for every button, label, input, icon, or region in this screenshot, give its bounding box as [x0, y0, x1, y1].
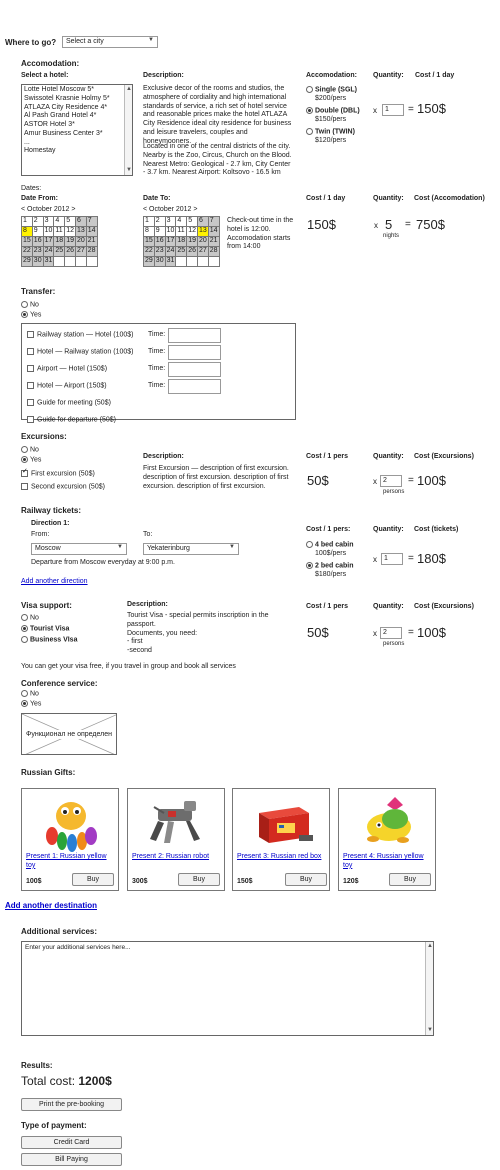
calendar-day[interactable]: 30: [154, 257, 165, 267]
conference-yes[interactable]: [21, 700, 41, 709]
accom-equals: =: [408, 104, 414, 115]
visa-persons-label: persons: [383, 641, 405, 647]
rail-title: Railway tickets:: [21, 506, 82, 515]
calendar-day[interactable]: 31: [43, 257, 54, 267]
calendar-day[interactable]: 25: [176, 247, 187, 257]
calendar-day[interactable]: 5: [187, 217, 198, 227]
rail-departure: Departure from Moscow everyday at 9:00 p.m.: [31, 559, 175, 566]
checkbox-icon: [27, 365, 34, 372]
excursions-no-label: No: [30, 446, 39, 454]
additional-textarea[interactable]: [21, 941, 434, 1036]
visa-qty-label: Quantity:: [373, 603, 404, 610]
conference-no-label: No: [30, 690, 39, 698]
calendar-day[interactable]: 25: [54, 247, 65, 257]
gift-4-name[interactable]: Present 4: Russian yellow toy: [343, 853, 424, 869]
accom-qty-input[interactable]: 1: [382, 104, 404, 116]
radio-icon: [21, 301, 28, 308]
calendar-day[interactable]: 6: [197, 217, 208, 227]
calendar-week: [144, 257, 220, 267]
cabin-name: 2 bed cabin: [315, 562, 354, 570]
cabin-name: 4 bed cabin: [315, 541, 354, 549]
calendar-day[interactable]: 26: [65, 247, 76, 257]
hotel-list-scrollbar[interactable]: [124, 85, 132, 175]
nights-value: 5: [385, 217, 393, 232]
visa-equals: =: [408, 627, 414, 638]
visa-desc-line: -second: [127, 647, 152, 654]
accom-cost: 150$: [417, 101, 446, 116]
excursions-cost: 50$: [307, 473, 329, 488]
rail-cost-label: Cost / 1 pers:: [306, 526, 351, 533]
rail-to-select[interactable]: [143, 543, 239, 555]
visa-cost-label: Cost / 1 pers: [306, 603, 349, 610]
calendar-day[interactable]: 17: [165, 237, 176, 247]
accom-cost-label: Cost / 1 day: [415, 72, 455, 79]
calendar-week: [144, 217, 220, 227]
excursion-1-label: First excursion (50$): [31, 470, 95, 478]
radio-selected-icon: [306, 107, 313, 114]
calendar-day[interactable]: 16: [32, 237, 43, 247]
yellow-toy-image: [22, 791, 120, 853]
dates-total: 750$: [416, 217, 445, 232]
room-label: Accomodation:: [306, 72, 357, 79]
calendar-day: [197, 257, 208, 267]
calendar-week: [144, 227, 220, 237]
checkbox-checked-icon: [21, 470, 28, 477]
yellow-toy-image: [339, 791, 437, 853]
rail-total: 180$: [417, 551, 446, 566]
calendar-day[interactable]: 22: [22, 247, 33, 257]
calendar-day[interactable]: 26: [187, 247, 198, 257]
city-select[interactable]: [62, 36, 158, 48]
calendar-day[interactable]: 10: [165, 227, 176, 237]
transfer-yes-label: Yes: [30, 311, 42, 319]
gift-2-buy-button[interactable]: Buy: [178, 873, 220, 886]
checkbox-icon: [27, 399, 34, 406]
transfer-time-input[interactable]: [168, 345, 221, 360]
accom-title: Accomodation:: [21, 59, 80, 68]
gift-4-buy-button[interactable]: Buy: [389, 873, 431, 886]
scroll-up-icon: ▲: [427, 943, 433, 949]
hotel-option[interactable]: ASTOR Hotel 3*: [24, 121, 75, 128]
chevron-down-icon: ▼: [117, 544, 123, 550]
total-cost: [21, 1074, 112, 1089]
calendar-day: [65, 257, 76, 267]
radio-selected-icon: [21, 625, 28, 632]
dates-equals: =: [405, 219, 411, 230]
rail-direction: Direction 1:: [31, 520, 70, 527]
calendar-day[interactable]: 17: [43, 237, 54, 247]
room-option[interactable]: [306, 107, 376, 125]
excursions-equals: =: [408, 475, 414, 486]
calendar-day[interactable]: 24: [165, 247, 176, 257]
room-price: $200/pers: [315, 95, 347, 103]
excursions-persons-label: persons: [383, 489, 405, 495]
chevron-down-icon: ▼: [229, 544, 235, 550]
rail-from-label: From:: [31, 531, 50, 538]
calendar-day[interactable]: 15: [144, 237, 155, 247]
calendar-day[interactable]: 28: [86, 247, 97, 257]
to-month-nav[interactable]: < October 2012 >: [143, 206, 198, 213]
dates-times-sign: x: [374, 221, 378, 230]
accom-desc-label: Description:: [143, 72, 184, 79]
calendar-day[interactable]: 8: [144, 227, 155, 237]
calendar-day[interactable]: 12: [187, 227, 198, 237]
calendar-day[interactable]: 11: [176, 227, 187, 237]
gift-2-price: 300$: [132, 878, 148, 885]
calendar-day[interactable]: 21: [86, 237, 97, 247]
radio-selected-icon: [306, 562, 313, 569]
dates-total-label: Cost (Accomodation): [414, 195, 485, 202]
visa-desc-line: Tourist Visa - special permits inscription in the passport.: [127, 612, 269, 628]
calendar-day[interactable]: 23: [32, 247, 43, 257]
room-options: [306, 86, 376, 149]
calendar-day[interactable]: 19: [65, 237, 76, 247]
rail-from-value: Moscow: [35, 545, 61, 552]
calendar-day[interactable]: 14: [86, 227, 97, 237]
calendar-day: [75, 257, 86, 267]
date-from-label: Date From:: [21, 195, 58, 202]
additional-title: Additional services:: [21, 927, 98, 936]
calendar-day: [86, 257, 97, 267]
calendar-week: [144, 237, 220, 247]
accom-qty-label: Quantity:: [373, 72, 404, 79]
excursions-qty-label: Quantity:: [373, 453, 404, 460]
cabin-option[interactable]: [306, 562, 371, 580]
robot-image: [128, 791, 226, 853]
transfer-no[interactable]: [21, 301, 39, 310]
visa-option[interactable]: [21, 636, 121, 645]
visa-desc-label: Description:: [127, 601, 168, 608]
calendar-day[interactable]: 21: [208, 237, 219, 247]
calendar-day[interactable]: 22: [144, 247, 155, 257]
add-destination-link[interactable]: Add another destination: [5, 901, 97, 910]
calendar-day: [54, 257, 65, 267]
calendar-week: [22, 237, 98, 247]
calendar-day[interactable]: 20: [75, 237, 86, 247]
checkbox-icon: [21, 483, 28, 490]
scroll-up-icon: ▲: [126, 86, 132, 92]
calendar-day[interactable]: 1: [144, 217, 155, 227]
accom-desc-p1: Exclusive decor of the rooms and studios, the atmosphere of cordiality and high international standards of service, a rich set of hotel service and reasonable prices make the hotel ATLAZA City Residence ideal city residence for business and leisure travelers, couples and honeymooners.: [143, 85, 292, 145]
room-name: Double (DBL): [315, 107, 360, 115]
transfer-time-label: Time:: [148, 331, 166, 338]
transfer-option-label: Guide for departure (50$): [37, 416, 116, 424]
room-option[interactable]: [306, 86, 376, 104]
conference-placeholder-box: [21, 713, 117, 755]
calendar-week: [22, 217, 98, 227]
rail-total-label: Cost (tickets): [414, 526, 459, 533]
city-select-value: Select a city: [66, 38, 104, 45]
checkbox-icon: [27, 348, 34, 355]
gift-card-2: [127, 788, 225, 891]
gift-3-name[interactable]: Present 3: Russian red box: [237, 853, 322, 860]
radio-selected-icon: [21, 311, 28, 318]
calendar-day[interactable]: 6: [75, 217, 86, 227]
hotel-option[interactable]: Lotte Hotel Moscow 5*: [24, 86, 95, 93]
room-name: Single (SGL): [315, 86, 357, 94]
dates-cost: 150$: [307, 217, 336, 232]
calendar-day[interactable]: 9: [154, 227, 165, 237]
visa-title: Visa support:: [21, 601, 72, 610]
gift-4-price: 120$: [343, 878, 359, 885]
excursions-no[interactable]: [21, 446, 39, 455]
excursions-times-sign: x: [373, 477, 377, 486]
chevron-down-icon: ▼: [148, 37, 154, 43]
checkbox-icon: [27, 416, 34, 423]
hotel-option[interactable]: Al Pash Grand Hotel 4*: [24, 112, 97, 120]
excursions-yes-label: Yes: [30, 456, 42, 464]
transfer-option[interactable]: [27, 365, 107, 374]
gift-card-3: [232, 788, 330, 891]
results-title: Results:: [21, 1061, 53, 1070]
transfer-option-label: Hotel — Railway station (100$): [37, 348, 134, 356]
excursions-cost-label: Cost / 1 pers: [306, 453, 349, 460]
radio-selected-icon: [21, 700, 28, 707]
visa-option-label: Tourist Visa: [30, 625, 70, 633]
gift-3-buy-button[interactable]: Buy: [285, 873, 327, 886]
scroll-down-icon: ▼: [126, 166, 132, 173]
visa-qty-input[interactable]: 2: [380, 627, 402, 639]
calendar-day[interactable]: 19: [187, 237, 198, 247]
conference-title: Conference service:: [21, 679, 98, 688]
rail-qty-label: Quantity:: [373, 526, 404, 533]
bill-paying-button[interactable]: Bill Paying: [21, 1153, 122, 1166]
calendar-day[interactable]: 31: [165, 257, 176, 267]
cabin-options: [306, 541, 371, 583]
excursions-total: 100$: [417, 473, 446, 488]
calendar-day[interactable]: 29: [144, 257, 155, 267]
calendar-day[interactable]: 7: [208, 217, 219, 227]
calendar-day[interactable]: 27: [197, 247, 208, 257]
calendar-day: [187, 257, 198, 267]
print-prebooking-button[interactable]: Print the pre-booking: [21, 1098, 122, 1111]
calendar-day[interactable]: 11: [54, 227, 65, 237]
calendar-day[interactable]: 10: [43, 227, 54, 237]
scroll-down-icon: ▼: [427, 1026, 433, 1033]
nights-label: nights: [383, 233, 400, 239]
calendar-day[interactable]: 4: [54, 217, 65, 227]
calendar-week: [22, 227, 98, 237]
room-price: $120/pers: [315, 136, 347, 144]
radio-icon: [21, 690, 28, 697]
calendar-from[interactable]: [21, 216, 98, 267]
gifts-title: Russian Gifts:: [21, 768, 76, 777]
calendar-day[interactable]: 9: [32, 227, 43, 237]
total-cost-value: 1200$: [78, 1074, 112, 1088]
rail-qty-input[interactable]: 1: [381, 553, 403, 565]
radio-selected-icon: [21, 456, 28, 463]
calendar-day[interactable]: 5: [65, 217, 76, 227]
transfer-yes[interactable]: [21, 311, 41, 320]
visa-desc-line: - first: [127, 638, 143, 646]
radio-icon: [21, 446, 28, 453]
calendar-day[interactable]: 13: [75, 227, 86, 237]
checkbox-icon: [27, 331, 34, 338]
calendar-day[interactable]: 18: [176, 237, 187, 247]
visa-options: [21, 614, 121, 647]
transfer-time-input[interactable]: [168, 328, 221, 343]
gift-card-4: [338, 788, 436, 891]
additional-scrollbar[interactable]: [425, 942, 433, 1035]
dates-cost-label: Cost / 1 day: [306, 195, 346, 202]
total-cost-label: Total cost:: [21, 1074, 76, 1088]
calendar-day[interactable]: 28: [208, 247, 219, 257]
gift-card-1: [21, 788, 119, 891]
rail-to-value: Yekaterinburg: [147, 545, 190, 552]
excursions-desc: First Excursion — description of first excursion. description of first excursion. description of first excursion. description of first excursion.: [143, 465, 289, 490]
excursion-2-label: Second excursion (50$): [31, 483, 105, 491]
calendar-day[interactable]: 8: [22, 227, 33, 237]
dates-qty-label: Quantity:: [373, 195, 404, 202]
visa-desc: [127, 612, 287, 656]
calendar-day[interactable]: 3: [165, 217, 176, 227]
calendar-day[interactable]: 23: [154, 247, 165, 257]
radio-icon: [306, 541, 313, 548]
excursions-title: Excursions:: [21, 432, 67, 441]
cabin-price: $180/pers: [315, 570, 347, 578]
radio-icon: [21, 636, 28, 643]
rail-equals: =: [408, 553, 414, 564]
cabin-price: 100$/pers: [315, 550, 347, 558]
room-name: Twin (TWIN): [315, 128, 355, 136]
radio-icon: [21, 614, 28, 621]
transfer-time-input[interactable]: [168, 362, 221, 377]
visa-note: You can get your visa free, if you travel in group and book all services: [21, 663, 236, 670]
room-price: $150/pers: [315, 115, 347, 123]
gift-3-price: 150$: [237, 878, 253, 885]
calendar-day[interactable]: 14: [208, 227, 219, 237]
visa-total-label: Cost (Excursions): [414, 603, 474, 610]
hotel-option[interactable]: Swissotel Krasnie Holmy 5*: [24, 94, 110, 102]
calendar-day[interactable]: 20: [197, 237, 208, 247]
excursions-yes[interactable]: [21, 456, 41, 465]
transfer-option[interactable]: [27, 416, 116, 425]
rail-times-sign: x: [373, 555, 377, 564]
transfer-option-label: Hotel — Airport (150$): [37, 382, 107, 390]
calendar-day[interactable]: 2: [154, 217, 165, 227]
calendar-day[interactable]: 18: [54, 237, 65, 247]
calendar-day: [208, 257, 219, 267]
cabin-option[interactable]: [306, 541, 371, 559]
checkout-note: Check-out time in the hotel is 12:00. Accomodation starts from 14:00: [227, 217, 294, 251]
excursion-2[interactable]: [21, 483, 105, 492]
conference-placeholder-text: Функционал не определен: [22, 730, 116, 739]
transfer-option[interactable]: [27, 399, 111, 408]
calendar-day[interactable]: 1: [22, 217, 33, 227]
calendar-week: [22, 247, 98, 257]
transfer-option[interactable]: [27, 348, 134, 357]
calendar-day[interactable]: 4: [176, 217, 187, 227]
radio-icon: [306, 128, 313, 135]
transfer-option-label: Railway station — Hotel (100$): [37, 331, 134, 339]
accom-times-sign: x: [373, 106, 377, 115]
excursions-total-label: Cost (Excursions): [414, 453, 474, 460]
gift-1-name[interactable]: Present 1: Russian yellow toy: [26, 853, 107, 869]
transfer-time-label: Time:: [148, 382, 166, 389]
credit-card-button[interactable]: Credit Card: [21, 1136, 122, 1149]
select-hotel-label: Select a hotel:: [21, 72, 69, 79]
checkbox-icon: [27, 382, 34, 389]
visa-option[interactable]: [21, 625, 121, 634]
calendar-day[interactable]: 15: [22, 237, 33, 247]
hotel-option[interactable]: ATLAZA City Residence 4*: [24, 103, 108, 111]
calendar-day[interactable]: 12: [65, 227, 76, 237]
calendar-day: [176, 257, 187, 267]
date-to-label: Date To:: [143, 195, 171, 202]
conference-no[interactable]: [21, 690, 39, 699]
visa-times-sign: x: [373, 629, 377, 638]
transfer-time-label: Time:: [148, 348, 166, 355]
conference-yes-label: Yes: [30, 700, 42, 708]
rail-to-label: To:: [143, 531, 153, 538]
payment-title: Type of payment:: [21, 1121, 87, 1130]
room-option[interactable]: [306, 128, 376, 146]
visa-desc-line: Documents, you need:: [127, 629, 198, 637]
calendar-day[interactable]: 2: [32, 217, 43, 227]
visa-option-label: Business VIsa: [30, 636, 78, 644]
calendar-day[interactable]: 29: [22, 257, 33, 267]
transfer-time-label: Time:: [148, 365, 166, 372]
additional-placeholder: Enter your additional services here...: [25, 944, 131, 951]
calendar-day[interactable]: 16: [154, 237, 165, 247]
calendar-day[interactable]: 30: [32, 257, 43, 267]
rail-from-select[interactable]: [31, 543, 127, 555]
transfer-time-input[interactable]: [168, 379, 221, 394]
calendar-week: [144, 247, 220, 257]
hotel-list: [22, 85, 132, 157]
gift-1-buy-button[interactable]: Buy: [72, 873, 114, 886]
hotel-option[interactable]: ...: [24, 138, 30, 146]
transfer-title: Transfer:: [21, 287, 56, 296]
excursion-1[interactable]: [21, 470, 95, 479]
accom-desc-p2: Located in one of the central districts of the city. Nearby is the Zoo, Circus, Church on the Blood. Nearest Metro: Geological - 2.7 km, City Center - 3.7 km. Nearest Airport: Koltsovo - 16.5 km: [143, 143, 292, 177]
where-label: Where to go?: [5, 38, 57, 47]
gift-2-name[interactable]: Present 2: Russian robot: [132, 853, 210, 860]
transfer-option[interactable]: [27, 331, 134, 340]
calendar-to[interactable]: [143, 216, 220, 267]
hotel-option[interactable]: Homestay: [24, 147, 56, 155]
visa-total: 100$: [417, 625, 446, 640]
visa-option[interactable]: [21, 614, 121, 623]
hotel-listbox[interactable]: [21, 84, 133, 176]
calendar-day[interactable]: 24: [43, 247, 54, 257]
calendar-day[interactable]: 27: [75, 247, 86, 257]
transfer-option-label: Guide for meeting (50$): [37, 399, 111, 407]
dates-title: Dates:: [21, 185, 42, 192]
add-direction-link[interactable]: Add another direction: [21, 578, 88, 585]
from-month-nav[interactable]: < October 2012 >: [21, 206, 76, 213]
radio-icon: [306, 86, 313, 93]
red-box-image: [233, 791, 331, 853]
transfer-option[interactable]: [27, 382, 107, 391]
hotel-option[interactable]: Amur Business Center 3*: [24, 129, 103, 137]
visa-cost: 50$: [307, 625, 329, 640]
excursions-qty-input[interactable]: 2: [380, 475, 402, 487]
calendar-week: [22, 257, 98, 267]
calendar-day[interactable]: 3: [43, 217, 54, 227]
calendar-day[interactable]: 7: [86, 217, 97, 227]
gift-1-price: 100$: [26, 878, 42, 885]
calendar-day[interactable]: 13: [197, 227, 208, 237]
excursions-desc-label: Description:: [143, 453, 184, 460]
visa-option-label: No: [30, 614, 39, 622]
transfer-option-label: Airport — Hotel (150$): [37, 365, 108, 373]
transfer-no-label: No: [30, 301, 39, 309]
